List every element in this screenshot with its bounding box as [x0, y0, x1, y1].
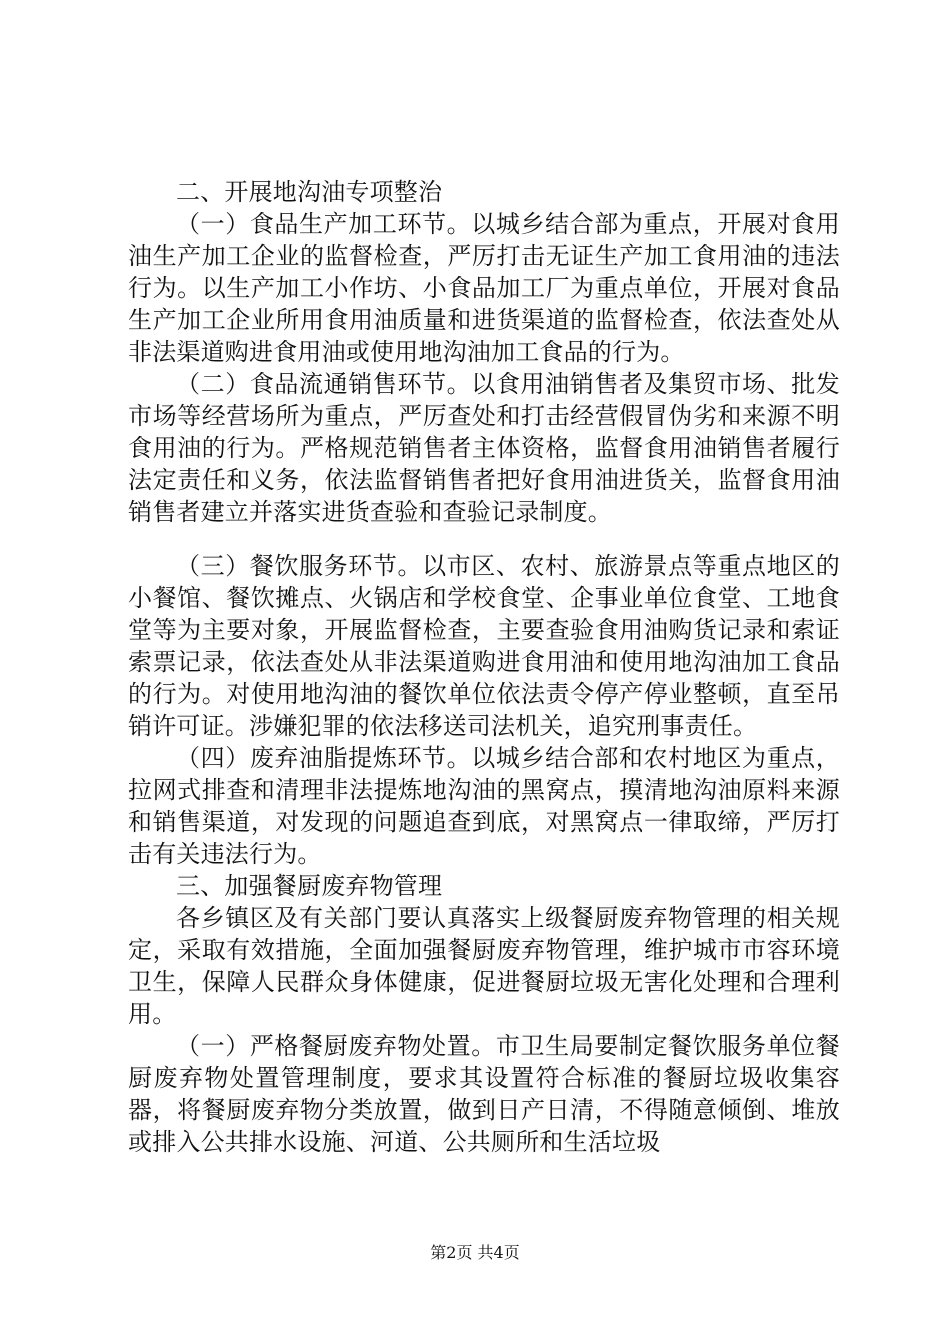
paragraph-kitchen-waste-disposal: （一）严格餐厨废弃物处置。市卫生局要制定餐饮服务单位餐厨废弃物处置管理制度，要求其设置符合标准的餐厨垃圾收集容器，将餐厨废弃物分类放置，做到日产日清，不得随意倾倒、堆放或排入公共排水设施、河道、公共厕所和生活垃圾 [128, 1032, 840, 1156]
document-body [128, 176, 840, 1158]
paragraph-catering: （三）餐饮服务环节。以市区、农村、旅游景点等重点地区的小餐馆、餐饮摊点、火锅店和学校食堂、企事业单位食堂、工地食堂等为主要对象，开展监督检查，主要查验食用油购货记录和索证索票记录，依法查处从非法渠道购进食用油和使用地沟油加工食品的行为。对使用地沟油的餐饮单位依法责令停产停业整顿，直至吊销许可证。涉嫌犯罪的依法移送司法机关，追究刑事责任。 [128, 552, 840, 740]
section-heading-2: 二、开展地沟油专项整治 [176, 178, 443, 206]
section-heading-3: 三、加强餐厨废弃物管理 [176, 872, 443, 900]
page-number-footer: 第2页 共4页 [430, 1243, 520, 1262]
paragraph-production: （一）食品生产加工环节。以城乡结合部为重点，开展对食用油生产加工企业的监督检查，严厉打击无证生产加工食用油的违法行为。以生产加工小作坊、小食品加工厂为重点单位，开展对食品生产加工企业所用食用油质量和进货渠道的监督检查，依法查处从非法渠道购进食用油或使用地沟油加工食品的行为。 [128, 210, 840, 366]
paragraph-distribution: （二）食品流通销售环节。以食用油销售者及集贸市场、批发市场等经营场所为重点，严厉查处和打击经营假冒伪劣和来源不明食用油的行为。严格规范销售者主体资格，监督食用油销售者履行法定责任和义务，依法监督销售者把好食用油进货关，监督食用油销售者建立并落实进货查验和查验记录制度。 [128, 370, 840, 526]
paragraph-kitchen-waste-intro: 各乡镇区及有关部门要认真落实上级餐厨废弃物管理的相关规定，采取有效措施，全面加强餐厨废弃物管理，维护城市市容环境卫生，保障人民群众身体健康，促进餐厨垃圾无害化处理和合理利用。 [128, 904, 840, 1028]
paragraph-gap [128, 528, 840, 550]
paragraph-waste-oil: （四）废弃油脂提炼环节。以城乡结合部和农村地区为重点，拉网式排查和清理非法提炼地沟油的黑窝点，摸清地沟油原料来源和销售渠道，对发现的问题追查到底，对黑窝点一律取缔，严厉打击有关违法行为。 [128, 744, 840, 868]
